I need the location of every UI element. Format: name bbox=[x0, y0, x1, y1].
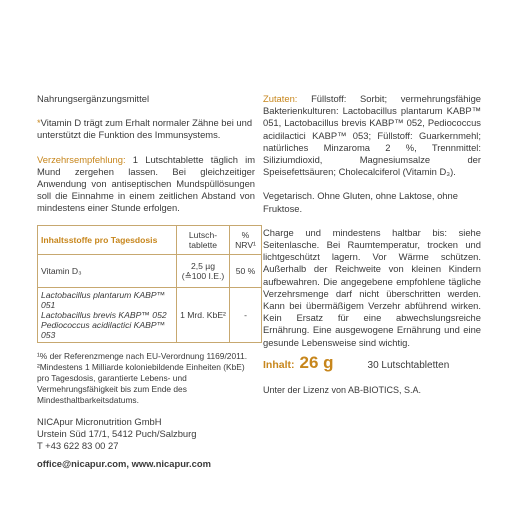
header-nrv: % NRV¹ bbox=[230, 225, 262, 254]
header-name: Inhaltsstoffe pro Tagesdosis bbox=[38, 225, 177, 254]
usage-text: 1 Lutschtablette täglich im Mund zergehen lassen. Bei gleichzeitiger Anwendung von antiseptischen Mundspüllösungen soll die Einnahme in einem zeitlichen Abstand von mindestens einer Stunde erfolgen. bbox=[37, 153, 255, 214]
right-column bbox=[263, 93, 481, 396]
usage-label: Verzehrsempfehlung: bbox=[37, 153, 126, 165]
company-web: office@nicapur.com, www.nicapur.com bbox=[37, 458, 211, 470]
table-header-row bbox=[38, 225, 262, 254]
free-from-statement: Vegetarisch. Ohne Gluten, ohne Laktose, ohne Fruktose. bbox=[263, 190, 458, 214]
ingredients-text: Füllstoff: Sorbit; vermehrungsfähige Bakterienkulturen: Lactobacillus plantarum KABP™ 051, Lactobacillus brevis KABP™ 052, Pediococcus acidilactici KABP™ 053; Füllstoff: Guarkernmehl; natürliches Minzaroma 2 %, Trennmittel: Siliziumdioxid, Magnesiumsalze der Speisefettsäuren; Cholecalciferol (Vitamin D₃). bbox=[263, 93, 481, 178]
company-phone: T +43 622 83 00 27 bbox=[37, 440, 119, 452]
nutrition-table bbox=[37, 225, 262, 343]
ingredients bbox=[263, 93, 481, 178]
company-street: Urstein Süd 17/1, 5412 Puch/Salzburg bbox=[37, 427, 197, 439]
company-name: NICApur Micronutrition GmbH bbox=[37, 415, 162, 427]
row-name: Vitamin D₃ bbox=[38, 254, 177, 287]
row-nrv: 50 % bbox=[230, 254, 262, 287]
claim-text: Vitamin D trägt zum Erhalt normaler Zähne bei und unterstützt die Funktion des Immunsystems. bbox=[37, 117, 253, 141]
footnote-2: ²Mindestens 1 Milliarde koloniebildende Einheiten (KbE) pro Tagesdosis, garantierte Lebens- und Vermehrungsfähigkeit bis zum Ende des Mindesthaltbarkeitsdatums. bbox=[37, 361, 245, 405]
storage-instructions: Charge und mindestens haltbar bis: siehe Seitenlasche. Bei Raumtemperatur, trocken und lichtgeschützt lagern. Vor Wärme schützen. Außerhalb der Reichweite von kleinen Kindern aufbewahren. Die angegebene empfohlene tägliche Verzehrsmenge darf nicht überschritten werden. Kann bei übermäßigem Verzehr abführend wirken. Kein Ersatz für eine abwechslungsreiche Ernährung. Eine ausgewogene Ernährung und eine gesunde Lebensweise sind wichtig. bbox=[263, 226, 481, 348]
content-value: 26 g bbox=[299, 352, 334, 372]
footnote-1: ¹% der Referenzmenge nach EU-Verordnung 1169/2011. bbox=[37, 350, 248, 361]
content-row bbox=[263, 352, 481, 372]
health-claim bbox=[37, 117, 255, 141]
product-category: Nahrungsergänzungsmittel bbox=[37, 93, 150, 104]
claim-marker: * bbox=[37, 117, 41, 129]
row-nrv: - bbox=[230, 287, 262, 342]
left-column bbox=[37, 93, 255, 470]
license-note: Unter der Lizenz von AB-BIOTICS, S.A. bbox=[263, 385, 422, 396]
row-amount: 1 Mrd. KbE² bbox=[177, 287, 230, 342]
row-name: Lactobacillus plantarum KABP™ 051 Lactobacillus brevis KABP™ 052 Pediococcus acidilactici KABP™ 053 bbox=[38, 287, 177, 342]
company-address bbox=[37, 416, 255, 471]
content-count: 30 Lutschtabletten bbox=[367, 359, 450, 371]
table-row bbox=[38, 287, 262, 342]
table-row bbox=[38, 254, 262, 287]
ingredients-label: Zutaten: bbox=[263, 93, 298, 104]
row-amount: 2,5 µg (≙100 I.E.) bbox=[177, 254, 230, 287]
content-label: Inhalt: bbox=[263, 358, 295, 371]
header-amount: Lutsch-tablette bbox=[177, 225, 230, 254]
usage-recommendation bbox=[37, 154, 255, 215]
